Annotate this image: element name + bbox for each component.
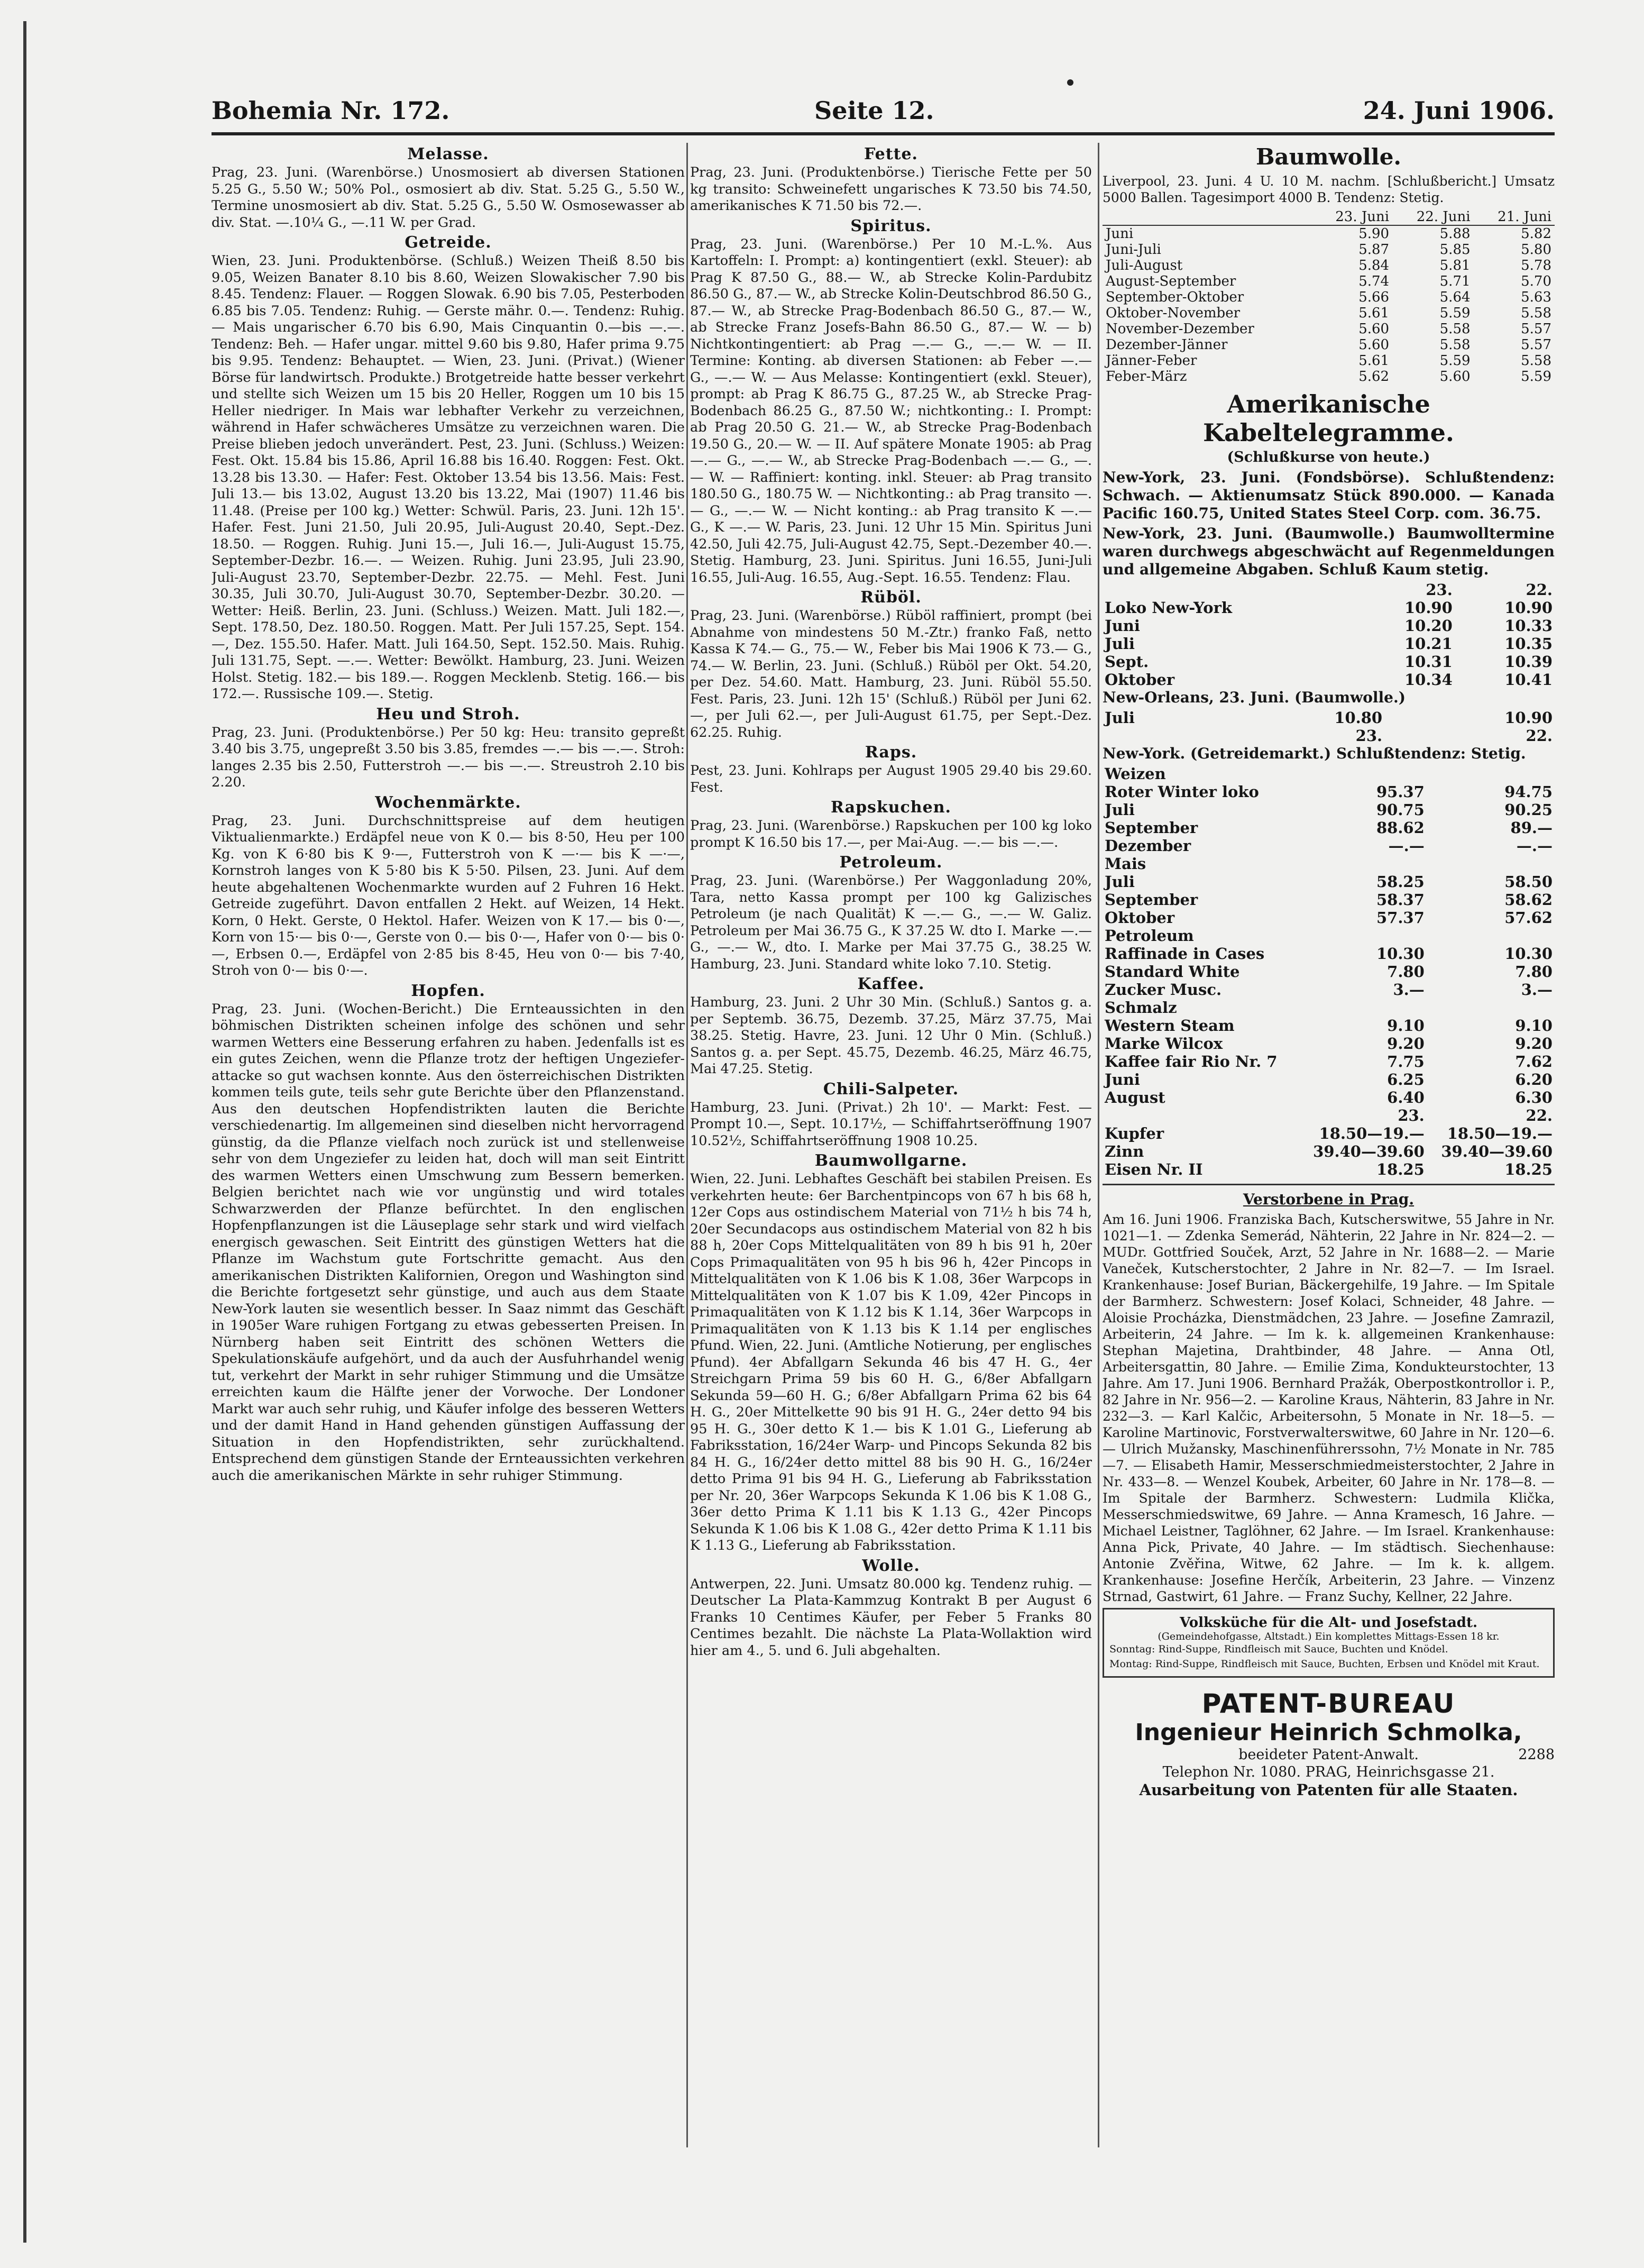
baumwolle-table — [1103, 209, 1555, 385]
column-1 — [212, 143, 685, 2153]
row-value: 9.10 — [1515, 1017, 1553, 1035]
row-label: Petroleum — [1105, 927, 1194, 945]
volkskueche-sub: (Gemeindehofgasse, Altstadt.) Ein komplettes Mittags-Essen 18 kr. — [1158, 1631, 1500, 1642]
section-rapskuchen — [690, 798, 1092, 851]
kabel-rows-newyork — [1103, 599, 1555, 689]
row-label: Zinn — [1105, 1142, 1144, 1160]
issue-number: Bohemia Nr. 172. — [212, 96, 450, 125]
table-header-row — [1103, 727, 1555, 745]
patent-title-text: beeideter Patent-Anwalt. — [1238, 1746, 1419, 1763]
table-header-cell — [1103, 581, 1355, 599]
table-row — [1103, 305, 1555, 321]
row-label: Roter Winter loko — [1105, 783, 1259, 801]
row-label: Weizen — [1105, 765, 1166, 783]
row-value: 9.20 — [1515, 1035, 1553, 1053]
kabel-table — [1103, 581, 1555, 689]
row-value: 39.40—39.60 — [1441, 1142, 1553, 1160]
section-text: Prag, 23. Juni. (Warenbörse.) Per Waggonladung 20%, Tara, netto Kassa prompt per 100 kg Galizisches Petroleum (je nach Qualität) K —.— G., —.— W. Galiz. Petroleum per Mai 36.75 G., K 37.25 W. dto I. Marke —.— G., —.— W., dto. I. Marke per Mai 37.75 G., 38.25 W. Hamburg, 23. Juni. Standard white loko 7.10. Stetig. — [690, 873, 1092, 972]
row-value: 3.— — [1521, 981, 1553, 999]
section-hopfen — [212, 982, 685, 1485]
table-row — [1103, 289, 1555, 305]
baumwolle-rows — [1103, 225, 1555, 385]
row-value: 5.59 — [1439, 353, 1471, 369]
row-label: Eisen Nr. II — [1105, 1160, 1203, 1178]
table-row — [1103, 819, 1555, 837]
row-label: Standard White — [1105, 963, 1240, 981]
table-cell: Juli — [1105, 709, 1135, 727]
row-value: 5.66 — [1358, 289, 1390, 305]
kabel-rows-metalle — [1103, 1124, 1555, 1178]
section-heading: Wochenmärkte. — [375, 793, 521, 812]
row-value: 7.80 — [1515, 963, 1553, 981]
section-melasse — [212, 145, 685, 231]
row-value: 5.59 — [1521, 369, 1551, 385]
row-value: 57.62 — [1504, 909, 1553, 927]
table-row — [1103, 258, 1555, 273]
section-spiritus — [690, 217, 1092, 587]
row-value: 5.60 — [1358, 321, 1390, 337]
kabel-getreide-table — [1103, 765, 1555, 1178]
section-heading: Heu und Stroh. — [376, 705, 520, 724]
section-heading: Getreide. — [405, 233, 492, 252]
section-heading: Fette. — [864, 145, 918, 163]
row-value: 6.30 — [1515, 1089, 1553, 1106]
row-value: 5.61 — [1358, 353, 1390, 369]
kabel-baumwolle: New-York, 23. Juni. (Baumwolle.) Baumwolltermine waren durchwegs abgeschwächt auf Regenmeldungen und allgemeine Abgaben. Schluß Kaum stetig. — [1103, 525, 1555, 578]
row-value: 5.57 — [1521, 337, 1551, 353]
row-value: 5.58 — [1521, 305, 1551, 321]
row-value — [1299, 927, 1427, 945]
kabel-orleans: New-Orleans, 23. Juni. (Baumwolle.) — [1103, 689, 1406, 706]
row-value: 10.34 — [1404, 671, 1453, 689]
row-label: Mais — [1105, 855, 1146, 873]
row-value: 5.87 — [1358, 242, 1390, 258]
row-value: 10.39 — [1504, 653, 1553, 671]
row-value: 5.61 — [1358, 305, 1390, 321]
row-value: 3.— — [1393, 981, 1425, 999]
row-value: 6.40 — [1387, 1089, 1425, 1106]
row-value: 10.33 — [1504, 617, 1553, 635]
row-label: Juli — [1105, 801, 1135, 819]
section-text: Prag, 23. Juni. (Produktenbörse.) Tierische Fette per 50 kg transito: Schweinefett ungarisches K 73.50 bis 74.50, amerikanisches K 71.50 bis 72.—. — [690, 164, 1092, 214]
row-label: August — [1105, 1089, 1165, 1106]
volkskueche-sonntag: Sonntag: Rind-Suppe, Rindfleisch mit Sauce, Buchten und Knödel. — [1109, 1643, 1448, 1655]
row-value: —.— — [1516, 837, 1553, 855]
section-text: Antwerpen, 22. Juni. Umsatz 80.000 kg. Tendenz ruhig. — Deutscher La Plata-Kammzug Kontrakt B per August 6 Franks 10 Centimes Käufer, per Feber 5 Franks 80 Centimes bezahlt. Die nächste La Plata-Wollaktion wird hier am 4., 5. und 6. Juli abgehalten. — [690, 1576, 1092, 1659]
row-value: 5.71 — [1439, 273, 1471, 289]
row-value: 58.25 — [1376, 873, 1425, 891]
row-value: 5.60 — [1439, 369, 1471, 385]
row-value: 7.62 — [1515, 1053, 1553, 1071]
table-row — [1103, 783, 1555, 801]
row-label: Sept. — [1105, 653, 1149, 671]
table-header-cell: 23. Juni — [1311, 209, 1392, 225]
row-value: —.— — [1388, 837, 1425, 855]
row-value: 5.57 — [1521, 321, 1551, 337]
row-value: 10.35 — [1504, 635, 1553, 653]
patent-line-1 — [1103, 1746, 1555, 1763]
section-heading: Rüböl. — [860, 588, 922, 607]
table-row — [1103, 909, 1555, 927]
table-row — [1103, 635, 1555, 653]
table-row — [1103, 801, 1555, 819]
table-cell: 10.90 — [1504, 709, 1553, 727]
row-value: 10.30 — [1504, 945, 1553, 963]
row-value: 39.40—39.60 — [1313, 1142, 1425, 1160]
section-text: Pest, 23. Juni. Kohlraps per August 1905 29.40 bis 29.60. Fest. — [690, 763, 1092, 795]
row-value: 58.50 — [1504, 873, 1553, 891]
kabel-orleans-table — [1103, 709, 1555, 745]
table-row — [1103, 321, 1555, 337]
row-label: Zucker Musc. — [1105, 981, 1222, 999]
row-value: 7.75 — [1387, 1053, 1425, 1071]
patent-ad-number: 2288 — [1518, 1746, 1555, 1763]
row-label: Raffinade in Cases — [1105, 945, 1265, 963]
section-heading: Kaffee. — [857, 975, 925, 993]
row-label: August-September — [1106, 273, 1236, 289]
masthead — [212, 96, 1555, 133]
row-value: 5.81 — [1439, 258, 1471, 273]
section-chili-salpeter — [690, 1080, 1092, 1150]
row-value: 5.84 — [1358, 258, 1390, 273]
table-header-cell: 21. Juni — [1474, 209, 1555, 225]
row-value: 94.75 — [1504, 783, 1553, 801]
header-rule — [212, 132, 1555, 135]
row-value: 57.37 — [1376, 909, 1425, 927]
table-row — [1103, 963, 1555, 981]
patent-tagline: Ausarbeitung von Patenten für alle Staaten. — [1139, 1781, 1518, 1799]
section-getreide — [212, 233, 685, 703]
row-value: 5.70 — [1521, 273, 1551, 289]
kabel-rows-getreide — [1103, 765, 1555, 1106]
section-heading: Wolle. — [862, 1556, 920, 1575]
column-rule — [686, 143, 688, 2147]
table-row — [1103, 1035, 1555, 1053]
row-label: September-Oktober — [1106, 289, 1244, 305]
row-value: 18.50—19.— — [1447, 1124, 1553, 1142]
row-label: Loko New-York — [1105, 599, 1232, 617]
table-header-cell: 22. Juni — [1392, 209, 1473, 225]
row-value: 90.75 — [1376, 801, 1425, 819]
table-row — [1103, 617, 1555, 635]
row-value: 10.41 — [1504, 671, 1553, 689]
column-rule — [1098, 143, 1099, 2147]
patent-name: Ingenieur Heinrich Schmolka, — [1135, 1719, 1522, 1746]
table-row — [1103, 1089, 1555, 1106]
table-row — [1103, 653, 1555, 671]
patent-heading: PATENT-BUREAU — [1201, 1688, 1456, 1719]
row-label: Juni — [1106, 226, 1134, 242]
row-value: 5.59 — [1439, 305, 1471, 321]
section-baumwollgarne — [690, 1151, 1092, 1554]
table-row — [1103, 1071, 1555, 1089]
table-row — [1103, 855, 1555, 873]
table-header-row — [1103, 209, 1555, 225]
table-row — [1103, 337, 1555, 353]
issue-date: 24. Juni 1906. — [1363, 96, 1555, 125]
table-row — [1103, 709, 1555, 727]
section-heading: Spiritus. — [850, 216, 932, 235]
table-header-cell — [1103, 1106, 1299, 1124]
row-value: 6.25 — [1387, 1071, 1425, 1089]
section-text: Prag, 23. Juni. (Warenbörse.) Rapskuchen per 100 kg loko prompt K 16.50 bis 17.—, per Mai-Aug. —.— bis —.—. — [690, 818, 1092, 850]
row-value: 10.20 — [1404, 617, 1453, 635]
table-header-cell: 22. — [1526, 1106, 1553, 1124]
section-heu-stroh — [212, 705, 685, 791]
section-text: Hamburg, 23. Juni. 2 Uhr 30 Min. (Schluß.) Santos g. a. per Septemb. 36.75, Dezemb. 37.25, März 37.75, Mai 38.25. Stetig. Havre, 23. Juni. 12 Uhr 0 Min. (Schluß.) Santos g. a. per Sept. 45.75, Dezemb. 46.25, März 46.75, Mai 47.25. Stetig. — [690, 994, 1092, 1077]
row-value — [1299, 855, 1427, 873]
table-header-cell: 22. — [1526, 727, 1553, 745]
row-value — [1299, 765, 1427, 783]
row-label: Dezember-Jänner — [1106, 337, 1228, 353]
row-label: Marke Wilcox — [1105, 1035, 1223, 1053]
kabel-heading: Amerikanische Kabeltelegramme. — [1203, 390, 1454, 447]
row-value: 58.62 — [1504, 891, 1553, 909]
baumwolle-heading: Baumwolle. — [1255, 144, 1402, 170]
row-label: September — [1105, 891, 1198, 909]
row-value: 5.58 — [1439, 321, 1471, 337]
row-value — [1427, 855, 1555, 873]
row-value — [1427, 765, 1555, 783]
section-kaffee — [690, 975, 1092, 1078]
section-wolle — [690, 1557, 1092, 1660]
divider — [1103, 1184, 1555, 1185]
row-value: 18.25 — [1376, 1160, 1425, 1178]
row-value: 5.63 — [1521, 289, 1551, 305]
table-row — [1103, 999, 1555, 1017]
volkskueche-heading: Volksküche für die Alt- und Josefstadt. — [1179, 1615, 1478, 1631]
table-header-row — [1103, 1106, 1555, 1124]
section-heading: Melasse. — [407, 145, 489, 163]
table-row — [1103, 1053, 1555, 1071]
row-label: Juli — [1105, 635, 1135, 653]
table-row — [1103, 242, 1555, 258]
row-label: Oktober-November — [1106, 305, 1241, 321]
table-row — [1103, 837, 1555, 855]
table-header-cell — [1103, 209, 1311, 225]
volkskueche-box — [1103, 1608, 1555, 1678]
table-row — [1103, 1124, 1555, 1142]
row-value: 7.80 — [1387, 963, 1425, 981]
table-row — [1103, 927, 1555, 945]
row-value: 9.20 — [1387, 1035, 1425, 1053]
table-row — [1103, 1017, 1555, 1035]
row-value: 5.64 — [1439, 289, 1471, 305]
row-value: 5.62 — [1358, 369, 1390, 385]
row-label: Kaffee fair Rio Nr. 7 — [1105, 1053, 1278, 1071]
section-raps — [690, 743, 1092, 796]
table-row — [1103, 891, 1555, 909]
row-value — [1427, 927, 1555, 945]
patent-advert — [1103, 1688, 1555, 1799]
row-value: 5.58 — [1521, 353, 1551, 369]
row-label: Dezember — [1105, 837, 1191, 855]
row-label: Juli — [1105, 873, 1135, 891]
row-value: 88.62 — [1376, 819, 1425, 837]
section-text: Wien, 22. Juni. Lebhaftes Geschäft bei stabilen Preisen. Es verkehrten heute: 6er Barchentpincops von 67 h bis 68 h, 12er Cops aus ostindischem Material von 71½ h bis 74 h, 20er Secundacops aus ostindischem Material von 82 h bis 88 h, 20er Cops Mittelqualitäten von 89 h bis 91 h, 20er Cops Primaqualitäten von 95 h bis 96 h, 42er Pincops in Mittelqualitäten von K 1.06 bis K 1.08, 36er Warpcops in Mittelqualitäten von K 1.07 bis K 1.09, 42er Pincops in Primaqualitäten von K 1.12 bis K 1.14, 36er Warpcops in Primaqualitäten von K 1.13 bis K 1.14 per englisches Pfund. Wien, 22. Juni. (Amtliche Notierung, per englisches Pfund). 4er Abfallgarn Sekunda 46 bis 47 H. G., 4er Streichgarn Prima 59 bis 60 H. G., 6/8er Abfallgarn Sekunda 59—60 H. G.; 6/8er Abfallgarn Prima 62 bis 64 H. G., 20er Mittelkette 90 bis 91 H. G., 24er detto 94 bis 95 H. G., 30er detto K 1.— bis K 1.01 G., Lieferung ab Fabriksstation, 16/24er Warp- und Pincops Sekunda 82 bis 84 H. G., 16/24er detto mittel 88 bis 90 H. G., 16/24er detto Prima 91 bis 94 H. G., Lieferung ab Fabriksstation per Nr. 20, 36er Warpcops Sekunda K 1.06 bis K 1.08 G., 36er detto Prima K 1.11 bis K 1.13 G., 42er Pincops Sekunda K 1.06 bis K 1.08 G., 42er detto Prima K 1.11 bis K 1.13 G., Lieferung ab Fabriksstation. — [690, 1171, 1092, 1553]
row-label: Juni-Juli — [1106, 242, 1161, 258]
row-label: Juni — [1105, 1071, 1140, 1089]
kabel-getreide: New-York. (Getreidemarkt.) Schlußtendenz: Stetig. — [1103, 745, 1526, 762]
row-label: Oktober — [1105, 671, 1175, 689]
table-row — [1103, 353, 1555, 369]
section-text: Prag, 23. Juni. (Wochen-Bericht.) Die Ernteaussichten in den böhmischen Distrikten scheinen infolge des schönen und sehr warmen Wetters eine Besserung erfahren zu haben. Jedenfalls ist es ein gutes Zeichen, wenn die Pflanze trotz der heftigen Ungeziefer-attacke so gut wachsen konnte. Aus den österreichischen Distrikten kommen teils gute, teils sehr gute Berichte über den Pflanzenstand. Aus den deutschen Hopfendistrikten lauten die Berichte verschiedenartig. Im allgemeinen sind dieselben nicht hervorragend günstig, da die Pflanze vielfach noch zurück ist und stellenweise sehr von dem Ungeziefer zu leiden hat, doch will man seit Eintritt des warmen Wetters einen Umschwung zum Bessern bemerken. Belgien berichtet nach wie vor ungünstig und wird totales Schwarzwerden der Pflanze befürchtet. In den englischen Hopfenpflanzungen ist die Läuseplage sehr stark und wird vielfach energisch gewaschen. Seit Eintritt des günstigen Wetters hat die Pflanze im Wachstum gute Fortschritte gemacht. Aus den amerikanischen Distrikten Kalifornien, Oregon und Washington sind die Berichte fortgesetzt sehr günstige, und auch aus dem Staate New-York lauten sie wesentlich besser. In Saaz nimmt das Geschäft in 1905er Ware ruhigen Fortgang zu etwas gebesserten Preisen. In Nürnberg haben seit Eintritt des schönen Wetters die Spekulationskäufe aufgehört, und da auch der Ausfuhrhandel wenig tut, verkehrt der Markt in sehr ruhiger Stimmung und die Umsätze erreichten kaum die Hälfte jener der Vorwoche. Der Londoner Markt war auch sehr ruhig, und Käufer infolge des besseren Wetters und der damit Hand in Hand gehenden günstigen Auffassung der Situation in den Hopfendistrikten, sehr zurückhaltend. Entsprechend dem günstigen Stande der Ernteaussichten verkehren auch die amerikanischen Märkte in sehr ruhiger Stimmung. — [212, 1001, 685, 1484]
row-value: 18.50—19.— — [1319, 1124, 1425, 1142]
row-value — [1299, 999, 1427, 1017]
baumwolle-text: Liverpool, 23. Juni. 4 U. 10 M. nachm. [Schlußbericht.] Umsatz 5000 Ballen. Tagesimport 4000 B. Tendenz: Stetig. — [1103, 173, 1555, 205]
table-row — [1103, 981, 1555, 999]
ink-spot — [1067, 79, 1073, 86]
row-value: 5.58 — [1439, 337, 1471, 353]
row-value: 10.90 — [1504, 599, 1553, 617]
row-label: November-Dezember — [1106, 321, 1254, 337]
column-3 — [1103, 143, 1555, 2153]
section-fette — [690, 145, 1092, 215]
table-row — [1103, 671, 1555, 689]
row-value: 5.82 — [1521, 226, 1551, 242]
section-heading: Rapskuchen. — [831, 798, 951, 817]
table-header-cell: 23. — [1355, 727, 1383, 745]
row-label: Schmalz — [1105, 999, 1177, 1017]
section-text: Prag, 23. Juni. (Warenbörse.) Unosmosiert ab diversen Stationen 5.25 G., 5.50 W.; 50% Pol., osmosiert ab div. Stat. 5.25 G., 5.50 W., Termine unosmosiert ab div. Stat. 5.25 G., 5.50 W. Osmosewasser ab div. Stat. —.10¼ G., —.11 W. per Grad. — [212, 164, 685, 231]
row-value: 18.25 — [1504, 1160, 1553, 1178]
section-text: Prag, 23. Juni. (Warenbörse.) Rüböl raffiniert, prompt (bei Abnahme von mindestens 50 M.-Ztr.) franko Faß, netto Kassa K 74.— G., 75.— W., Feber bis Mai 1906 K 73.— G., 74.— W. Berlin, 23. Juni. (Schluß.) Rüböl per Okt. 54.20, per Dez. 54.60. Matt. Hamburg, 23. Juni. Rüböl 55.50. Fest. Paris, 23. Juni. 12h 15' (Schluß.) Rüböl per Juni 62.—, per Juli 62.—, per Juli-August 61.75, per Sept.-Dez. 62.25. Ruhig. — [690, 608, 1092, 740]
row-value: 5.90 — [1358, 226, 1390, 242]
row-value — [1427, 999, 1555, 1017]
row-label: Kupfer — [1105, 1124, 1164, 1142]
section-text: Prag, 23. Juni. (Warenbörse.) Per 10 M.-L.%. Aus Kartoffeln: I. Prompt: a) kontingentiert (exkl. Steuer): ab Prag K 87.50 G., 88.— W., ab Strecke Kolin-Pardubitz 86.50 G., 87.— W., ab Strecke Kolin-Deutschbrod 86.50 G., 87.— W., ab Strecke Prag-Bodenbach 86.50 G., 87.— W., ab Strecke Franz Josefs-Bahn 86.50 G., 87.— W. — b) Nichtkontingentiert: ab Prag —.— G., —.— W. — II. Termine: Konting. ab diversen Stationen: ab Feber —.— G., —.— W. — Aus Melasse: Kontingentiert (exkl. Steuer), prompt: ab Prag K 86.75 G., 87.25 W., ab Strecke Prag-Bodenbach 86.25 G., 87.50 W.; nichtkonting.: I. Prompt: ab Prag 20.50 G. 21.— W., ab Strecke Prag-Bodenbach 19.50 G., 20.— W. — II. Auf spätere Monate 1905: ab Prag —.— G., —.— W., ab Strecke Prag-Bodenbach —.— G., —.— W. — Raffiniert: konting. inkl. Steuer: ab Prag transito 180.50 G., 180.75 W. — Nichtkonting.: ab Prag transito —.— G., —.— W. — Nicht konting.: ab Prag transito K —.— G., K —.— W. Paris, 23. Juni. 12 Uhr 15 Min. Spiritus Juni 42.50, Juli 42.75, Juli-August 42.75, Sept.-Dezember 40.—. Stetig. Hamburg, 23. Juni. Spiritus. Juni 16.55, Juni-Juli 16.55, Juli-Aug. 16.55, Aug.-Sept. 16.55. Tendenz: Flau. — [690, 236, 1092, 586]
table-header-cell — [1103, 727, 1214, 745]
table-row — [1103, 1142, 1555, 1160]
row-value: 95.37 — [1376, 783, 1425, 801]
section-petroleum — [690, 853, 1092, 973]
row-value: 89.— — [1510, 819, 1553, 837]
row-label: Juli-August — [1106, 258, 1183, 273]
row-label: Jänner-Feber — [1106, 353, 1197, 369]
table-row — [1103, 225, 1555, 242]
table-row — [1103, 873, 1555, 891]
section-heading: Chili-Salpeter. — [823, 1080, 959, 1099]
row-value: 5.88 — [1439, 226, 1471, 242]
section-text: Prag, 23. Juni. (Produktenbörse.) Per 50 kg: Heu: transito gepreßt 3.40 bis 3.75, ungepreßt 3.50 bis 3.85, fremdes —.— bis —.—. Stroh: langes 2.35 bis 2.50, Futterstroh —.— bis —.—. Streustroh 2.10 bis 2.20. — [212, 724, 685, 790]
table-header-cell: 22. — [1526, 581, 1553, 599]
section-rueboel — [690, 588, 1092, 741]
row-label: Oktober — [1105, 909, 1175, 927]
table-row — [1103, 1160, 1555, 1178]
row-value: 10.21 — [1404, 635, 1453, 653]
page-edge — [23, 21, 26, 2243]
row-value: 10.90 — [1404, 599, 1453, 617]
section-text: Hamburg, 23. Juni. (Privat.) 2h 10'. — Markt: Fest. — Prompt 10.—, Sept. 10.17½, — Schiffahrtseröffnung 1907 10.52½, Schiffahrtseröffnung 1908 10.25. — [690, 1099, 1092, 1149]
section-wochenmaerkte — [212, 793, 685, 980]
row-label: September — [1105, 819, 1198, 837]
section-heading: Hopfen. — [411, 981, 485, 1000]
table-row — [1103, 369, 1555, 385]
section-text: Wien, 23. Juni. Produktenbörse. (Schluß.) Weizen Theiß 8.50 bis 9.05, Weizen Banater 8.10 bis 8.60, Weizen Slowakischer 7.90 bis 8.45. Tendenz: Flauer. — Roggen Slowak. 6.90 bis 7.05, Pesterboden 6.85 bis 7.05. Tendenz: Ruhig. — Gerste mähr. 0.—. Tendenz: Ruhig. — Mais ungarischer 6.70 bis 6.90, Mais Cinquantin 0.—bis —.—. Tendenz: Beh. — Hafer ungar. mittel 9.60 bis 9.80, Hafer prima 9.75 bis 9.95. Tendenz: Behauptet. — Wien, 23. Juni. (Privat.) (Wiener Börse für landwirtsch. Produkte.) Brotgetreide hatte besser verkehrt und stellte sich Weizen um 15 bis 20 Heller, Roggen um 10 bis 15 Heller niedriger. In Mais war lebhafter Verkehr zu verzeichnen, während in Hafer schwächeres Umsätze zu verzeichnen waren. Die Preise blieben jedoch unverändert. Pest, 23. Juni. (Schluss.) Weizen: Fest. Okt. 15.84 bis 15.86, April 16.88 bis 16.40. Roggen: Fest. Okt. 13.28 bis 13.30. — Hafer: Fest. Oktober 13.54 bis 13.56. Mais: Fest. Juli 13.— bis 13.02, August 13.20 bis 13.22, Mai (1907) 11.46 bis 11.48. (Preise per 100 kg.) Wetter: Schwül. Paris, 23. Juni. 12h 15'. Hafer. Fest. Juni 21.50, Juli 20.95, Juli-August 20.40, Sept.-Dez. 18.50. — Roggen. Ruhig. Juni 15.—, Juli 16.—, Juli-August 15.75, September-Dezbr. 16.—. — Weizen. Ruhig. Juni 23.95, Juli 23.90, Juli-August 23.70, September-Dezbr. 22.75. — Mehl. Fest. Juni 30.35, Juli 30.70, Juli-August 30.70, September-Dezbr. 30.20. — Wetter: Heiß. Berlin, 23. Juni. (Schluss.) Weizen. Matt. Juli 182.—, Sept. 178.50, Dez. 180.50. Roggen. Matt. Per Juli 157.25, Sept. 154.—, Dez. 155.50. Hafer. Matt. Juli 164.50, Sept. 152.50. Mais. Ruhig. Juli 131.75, Sept. —.—. Wetter: Bewölkt. Hamburg, 23. Juni. Weizen Holst. Stetig. 182.— bis 189.—. Roggen Mecklenb. Stetig. 166.— bis 172.—. Russische 109.—. Stetig. — [212, 253, 685, 702]
row-value: 6.20 — [1515, 1071, 1553, 1089]
volkskueche-montag: Montag: Rind-Suppe, Rindfleisch mit Sauce, Buchten, Erbsen und Knödel mit Kraut. — [1109, 1658, 1540, 1670]
column-2 — [690, 143, 1092, 2153]
page-number: Seite 12. — [814, 96, 934, 125]
table-cell: 10.80 — [1334, 709, 1383, 727]
kabel-subheading: (Schlußkurse von heute.) — [1227, 449, 1430, 465]
row-value: 10.31 — [1404, 653, 1453, 671]
row-value: 58.37 — [1376, 891, 1425, 909]
table-header-cell: 23. — [1398, 1106, 1425, 1124]
table-row — [1103, 765, 1555, 783]
row-value: 9.10 — [1387, 1017, 1425, 1035]
verstorbene-heading: Verstorbene in Prag. — [1243, 1191, 1415, 1208]
section-heading: Raps. — [865, 743, 917, 762]
section-heading: Petroleum. — [839, 853, 943, 872]
table-row — [1103, 599, 1555, 617]
verstorbene-text: Am 16. Juni 1906. Franziska Bach, Kutscherswitwe, 55 Jahre in Nr. 1021—1. — Zdenka Semerád, Nähterin, 22 Jahre in Nr. 824—2. — MUDr. Gottfried Souček, Arzt, 52 Jahre in Nr. 1688—2. — Marie Vaneček, Kutscherstochter, 2 Jahre in Nr. 82—7. — Im Israel. Krankenhause: Josef Burian, Bäckergehilfe, 19 Jahre. — Im Spitale der Barmherz. Schwestern: Josef Kolaci, Schneider, 48 Jahre. — Aloisie Procházka, Dienstmädchen, 23 Jahre. — Josefine Zamrazil, Arbeiterin, 24 Jahre. — Im k. k. allgemeinen Krankenhause: Stephan Majetina, Drahtbinder, 48 Jahre. — Anna Otl, Arbeitersgattin, 80 Jahre. — Emilie Zima, Kondukteurstochter, 13 Jahre. Am 17. Juni 1906. Bernhard Pražák, Oberpostkontrollor i. P., 82 Jahre in Nr. 956—2. — Karoline Kraus, Nähterin, 83 Jahre in Nr. 232—3. — Karl Kalčic, Arbeitersohn, 5 Monate in Nr. 18—5. — Karoline Martinovic, Forstverwalterswitwe, 60 Jahre in Nr. 120—6. — Ulrich Mužansky, Maschinenführerssohn, 7½ Monate in Nr. 785—7. — Elisabeth Hamir, Messerschmiedmeisterstochter, 2 Jahre in Nr. 433—8. — Wenzel Koubek, Arbeiter, 60 Jahre in Nr. 178—8. — Im Spitale der Barmherz. Schwestern: Ludmila Klička, Messerschmiedswitwe, 69 Jahre. — Anna Kramesch, 16 Jahre. — Michael Leistner, Taglöhner, 62 Jahre. — Im Israel. Krankenhause: Anna Pick, Private, 40 Jahre. — Im städtisch. Siechenhause: Antonie Zvěřina, Witwe, 62 Jahre. — Im k. k. allgem. Krankenhause: Josefine Herčík, Arbeiterin, 23 Jahre. — Vinzenz Strnad, Gastwirt, 61 Jahre. — Franz Suchy, Kellner, 22 Jahre. — [1103, 1212, 1555, 1604]
section-text: Prag, 23. Juni. Durchschnittspreise auf dem heutigen Viktualienmarkte.) Erdäpfel neue von K 0.— bis 8·50, Heu per 100 Kg. von K 6·80 bis K 9·—, Futterstroh von K —·— bis K —·—, Kornstroh langes von K 5·80 bis K 5·50. Pilsen, 23. Juni. Auf dem heute abgehaltenen Wochenmarkte wurden auf 2 Fuhren 16 Hekt. Getreide zugeführt. Davon entfallen 2 Hekt. auf Weizen, 14 Hekt. Korn, 0 Hekt. Gerste, 0 Hektol. Hafer. Weizen von K 17.— bis 0·—, Korn von 15·— bis 0·—, Gerste von 0.— bis 0·—, Hafer von 0·— bis 0·—, Erbsen 0.—, Erdäpfel von 2·85 bis 8·45, Heu von 0·— bis 7·40, Stroh von 0·— bis 0·—. — [212, 812, 685, 978]
table-header-cell: 23. — [1426, 581, 1453, 599]
table-header-row — [1103, 581, 1555, 599]
row-label: Western Steam — [1105, 1017, 1235, 1035]
table-row — [1103, 273, 1555, 289]
row-value: 10.30 — [1376, 945, 1425, 963]
row-value: 5.78 — [1521, 258, 1551, 273]
row-value: 5.80 — [1521, 242, 1551, 258]
row-value: 90.25 — [1504, 801, 1553, 819]
row-label: Feber-März — [1106, 369, 1187, 385]
row-value: 5.85 — [1439, 242, 1471, 258]
row-value: 5.60 — [1358, 337, 1390, 353]
table-row — [1103, 945, 1555, 963]
row-label: Juni — [1105, 617, 1140, 635]
section-heading: Baumwollgarne. — [814, 1151, 968, 1170]
kabel-fondsboerse: New-York, 23. Juni. (Fondsbörse). Schlußtendenz: Schwach. — Aktienumsatz Stück 890.000. — Kanada Pacific 160.75, United States Steel Corp. com. 36.75. — [1103, 469, 1555, 522]
row-value: 5.74 — [1358, 273, 1390, 289]
patent-address: Telephon Nr. 1080. PRAG, Heinrichsgasse 21. — [1162, 1764, 1495, 1780]
